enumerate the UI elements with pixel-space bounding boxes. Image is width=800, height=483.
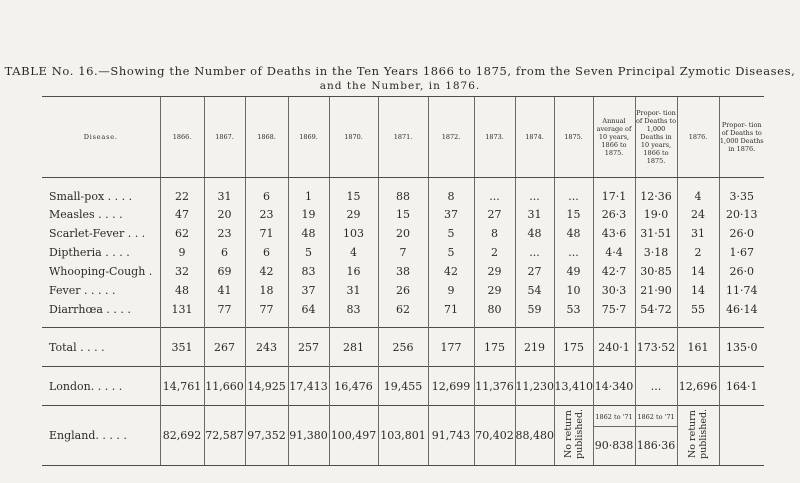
table-cell: 71 (245, 224, 288, 243)
period-note: 1862 to '71 (594, 408, 635, 427)
col-header-1870: 1870. (329, 97, 378, 178)
table-cell: 43·6 (593, 224, 635, 243)
table-cell: 26 (378, 281, 428, 300)
table-cell: 18 (245, 281, 288, 300)
proportion-value: 186·36 (636, 438, 676, 452)
table-cell: 83 (329, 300, 378, 328)
table-cell: 11,660 (204, 367, 245, 406)
table-cell: 11,376 (474, 367, 515, 406)
table-cell: 47 (160, 205, 204, 224)
table-cell: 70,402 (474, 406, 515, 466)
table-row-total (42, 328, 764, 367)
table-cell: 31 (677, 224, 719, 243)
table-cell: 54 (515, 281, 554, 300)
table-row-england (42, 406, 764, 466)
table-cell: 2 (677, 243, 719, 262)
table-cell: 91,743 (428, 406, 474, 466)
table-cell: 15 (329, 178, 378, 206)
table-cell: 3·35 (719, 178, 764, 206)
table-cell: 175 (554, 328, 593, 367)
table-cell: 177 (428, 328, 474, 367)
table-cell: 49 (554, 262, 593, 281)
table-cell: 15 (378, 205, 428, 224)
no-return-text: No return published. (687, 408, 709, 460)
table-cell: 82,692 (160, 406, 204, 466)
table-row-disease (42, 243, 764, 262)
row-label: Whooping-Cough . (49, 265, 153, 278)
col-header-1871: 1871. (378, 97, 428, 178)
table-cell: 257 (288, 328, 329, 367)
table-cell: 11·74 (719, 281, 764, 300)
table-cell: 31 (204, 178, 245, 206)
table-row-london (42, 367, 764, 406)
table-cell: 91,380 (288, 406, 329, 466)
col-header-1869: 1869. (288, 97, 329, 178)
table-cell: ... (635, 367, 677, 406)
table-row-disease (42, 281, 764, 300)
table-cell: 14 (677, 262, 719, 281)
table-cell: 77 (245, 300, 288, 328)
table-cell: 12,699 (428, 367, 474, 406)
row-label: Fever . . . . . (49, 284, 116, 297)
table-cell: 88 (378, 178, 428, 206)
row-label: England. . . . . (42, 406, 160, 466)
table-cell: 100,497 (329, 406, 378, 466)
table-cell: 8 (428, 178, 474, 206)
table-cell: 14,761 (160, 367, 204, 406)
col-header-1876: 1876. (677, 97, 719, 178)
col-header-proportion-1876: Propor- tion of Deaths to 1,000 Deaths in 1876. (719, 97, 764, 178)
empty-cell (719, 406, 764, 466)
table-cell: 4 (329, 243, 378, 262)
table-cell: 12·36 (635, 178, 677, 206)
table-row-disease (42, 178, 764, 206)
col-header-annual-average: Annual average of 10 years, 1866 to 1875. (593, 97, 635, 178)
table-cell: 77 (204, 300, 245, 328)
table-cell: 30·3 (593, 281, 635, 300)
table-cell: 11,230 (515, 367, 554, 406)
table-cell: 53 (554, 300, 593, 328)
table-cell: 19 (288, 205, 329, 224)
col-header-1874: 1874. (515, 97, 554, 178)
table-cell: 55 (677, 300, 719, 328)
row-label: London. . . . . (42, 367, 160, 406)
col-header-1873: 1873. (474, 97, 515, 178)
table-cell: 31·51 (635, 224, 677, 243)
table-cell: 27 (515, 262, 554, 281)
period-note: 1862 to '71 (636, 408, 677, 427)
table-cell: 62 (160, 224, 204, 243)
table-cell: 7 (378, 243, 428, 262)
table-cell: 42·7 (593, 262, 635, 281)
table-cell: 5 (288, 243, 329, 262)
row-label: Diptheria . . . . (49, 246, 130, 259)
table-title: TABLE No. 16.—Showing the Number of Deaths in the Ten Years 1866 to 1875, from the Seven Principal Zymotic Diseases, (4, 64, 796, 78)
table-cell: 54·72 (635, 300, 677, 328)
row-label: Measles . . . . (49, 208, 123, 221)
table-cell: 14 (677, 281, 719, 300)
table-cell: 83 (288, 262, 329, 281)
table-cell: 17·1 (593, 178, 635, 206)
no-return-note-1875 (554, 406, 593, 466)
table-cell: 256 (378, 328, 428, 367)
table-cell: 37 (428, 205, 474, 224)
table-cell: 16,476 (329, 367, 378, 406)
table-cell: 48 (515, 224, 554, 243)
table-cell: 69 (204, 262, 245, 281)
table-cell: 62 (378, 300, 428, 328)
table-cell: 30·85 (635, 262, 677, 281)
table-cell: 32 (160, 262, 204, 281)
table-cell: 29 (474, 281, 515, 300)
table-cell: 135·0 (719, 328, 764, 367)
table-cell: 41 (204, 281, 245, 300)
table-cell: 19,455 (378, 367, 428, 406)
table-cell: 20 (378, 224, 428, 243)
table-cell: 5 (428, 224, 474, 243)
table-cell: 17,413 (288, 367, 329, 406)
table-cell: 20 (204, 205, 245, 224)
table-cell: 38 (378, 262, 428, 281)
deaths-table (42, 96, 764, 466)
table-cell: 97,352 (245, 406, 288, 466)
table-cell: 19·0 (635, 205, 677, 224)
table-cell: ... (474, 178, 515, 206)
table-cell: 243 (245, 328, 288, 367)
table-row-disease (42, 224, 764, 243)
table-cell: 175 (474, 328, 515, 367)
table-cell: 59 (515, 300, 554, 328)
row-label: Scarlet-Fever . . . (49, 227, 146, 240)
table-cell: ... (554, 178, 593, 206)
table-cell: 48 (288, 224, 329, 243)
no-return-note-1876 (677, 406, 719, 466)
table-cell: 8 (474, 224, 515, 243)
table-cell: 351 (160, 328, 204, 367)
table-cell: 37 (288, 281, 329, 300)
col-header-1866: 1866. (160, 97, 204, 178)
table-cell: 4·4 (593, 243, 635, 262)
row-label: Diarrhœa . . . . (49, 303, 131, 316)
england-proportion-cell (635, 406, 677, 466)
table-cell: 22 (160, 178, 204, 206)
row-label: Small-pox . . . . (49, 190, 133, 203)
table-cell: 72,587 (204, 406, 245, 466)
england-average-cell (593, 406, 635, 466)
table-cell: 240·1 (593, 328, 635, 367)
table-cell: 15 (554, 205, 593, 224)
table-cell: 24 (677, 205, 719, 224)
table-cell: 46·14 (719, 300, 764, 328)
table-cell: 161 (677, 328, 719, 367)
table-cell: 26·0 (719, 224, 764, 243)
col-header-1872: 1872. (428, 97, 474, 178)
table-cell: 26·0 (719, 262, 764, 281)
table-cell: 48 (554, 224, 593, 243)
table-cell: 4 (677, 178, 719, 206)
table-cell: 1·67 (719, 243, 764, 262)
table-cell: ... (554, 243, 593, 262)
col-header-1875: 1875. (554, 97, 593, 178)
average-value: 90·838 (594, 438, 634, 452)
table-cell: 23 (204, 224, 245, 243)
row-label: Total . . . . (42, 328, 160, 367)
table-subtitle: and the Number, in 1876. (319, 80, 481, 92)
table-cell: 9 (428, 281, 474, 300)
table-cell: 16 (329, 262, 378, 281)
table-cell: 80 (474, 300, 515, 328)
table-row-disease (42, 205, 764, 224)
table-cell: 48 (160, 281, 204, 300)
table-cell: ... (515, 178, 554, 206)
table-cell: 164·1 (719, 367, 764, 406)
table-cell: 103,801 (378, 406, 428, 466)
table-cell: 173·52 (635, 328, 677, 367)
table-cell: 219 (515, 328, 554, 367)
table-cell: 13,410 (554, 367, 593, 406)
table-cell: 21·90 (635, 281, 677, 300)
header-row (42, 97, 764, 178)
table-cell: 42 (245, 262, 288, 281)
table-cell: 131 (160, 300, 204, 328)
table-cell: 3·18 (635, 243, 677, 262)
table-cell: 75·7 (593, 300, 635, 328)
table-cell: 9 (160, 243, 204, 262)
table-cell: 29 (329, 205, 378, 224)
table-cell: 20·13 (719, 205, 764, 224)
table-cell: ... (515, 243, 554, 262)
col-header-proportion-10-years: Propor- tion of Deaths to 1,000 Deaths in 10 years, 1866 to 1875. (635, 97, 677, 178)
table-cell: 64 (288, 300, 329, 328)
table-cell: 6 (245, 243, 288, 262)
table-row-disease (42, 300, 764, 328)
table-cell: 71 (428, 300, 474, 328)
table-cell: 14,925 (245, 367, 288, 406)
table-cell: 31 (329, 281, 378, 300)
table-cell: 27 (474, 205, 515, 224)
table-cell: 103 (329, 224, 378, 243)
table-cell: 10 (554, 281, 593, 300)
table-cell: 12,696 (677, 367, 719, 406)
col-header-disease: Disease. (42, 97, 160, 178)
table-cell: 281 (329, 328, 378, 367)
table-cell: 29 (474, 262, 515, 281)
col-header-1867: 1867. (204, 97, 245, 178)
table-cell: 14·340 (593, 367, 635, 406)
table-cell: 6 (245, 178, 288, 206)
table-cell: 2 (474, 243, 515, 262)
table-cell: 23 (245, 205, 288, 224)
table-cell: 26·3 (593, 205, 635, 224)
table-cell: 88,480 (515, 406, 554, 466)
table-cell: 6 (204, 243, 245, 262)
col-header-1868: 1868. (245, 97, 288, 178)
table-cell: 1 (288, 178, 329, 206)
table-cell: 31 (515, 205, 554, 224)
table-cell: 267 (204, 328, 245, 367)
table-row-disease (42, 262, 764, 281)
no-return-text: No return published. (562, 408, 585, 460)
table-cell: 42 (428, 262, 474, 281)
table-cell: 5 (428, 243, 474, 262)
